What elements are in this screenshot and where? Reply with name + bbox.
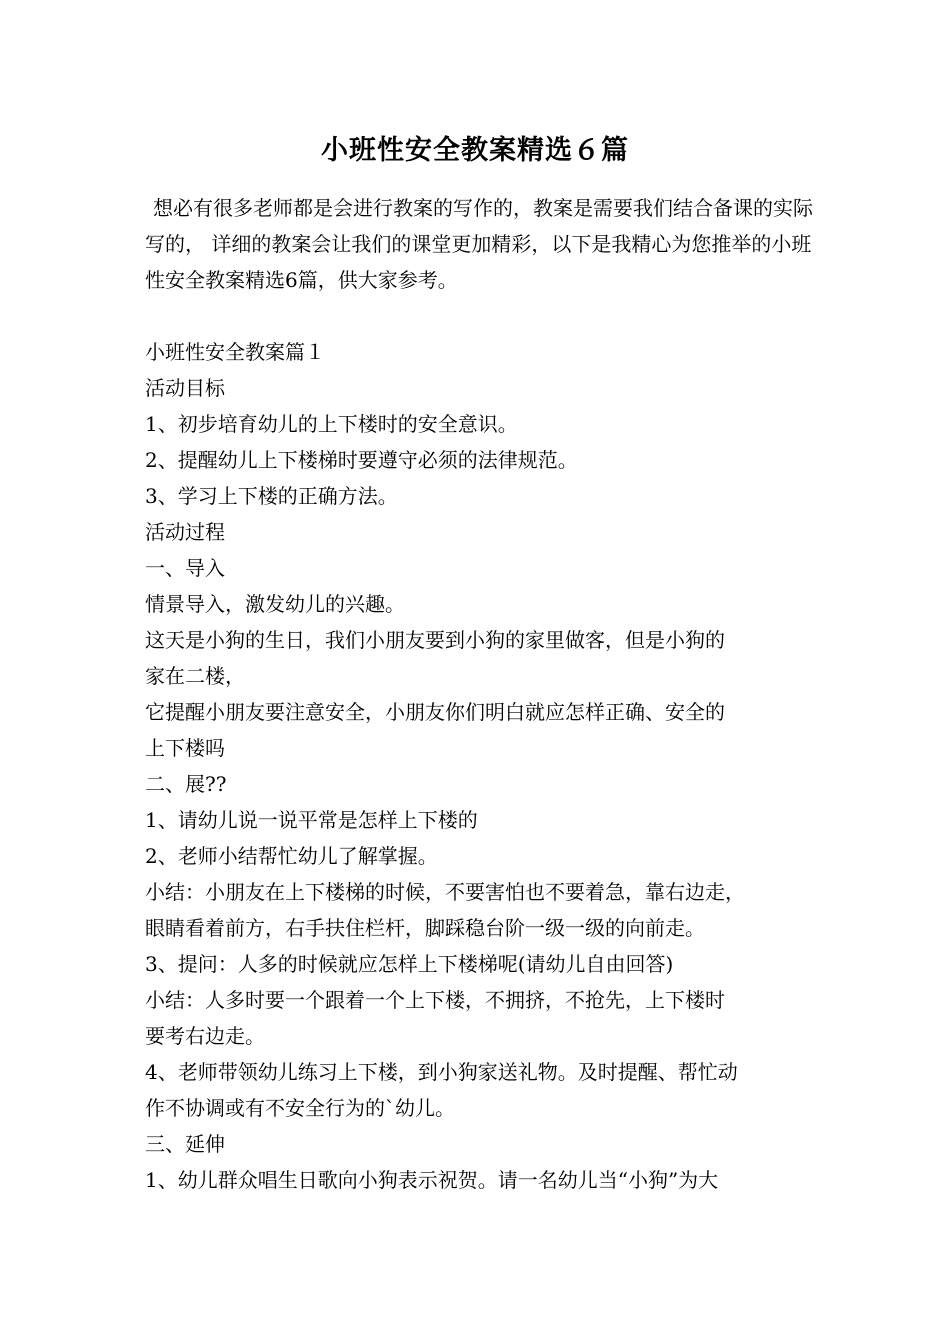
text-line: 4、老师带领幼儿练习上下楼，到小狗家送礼物。及时提醒、帮忙动 <box>145 1060 738 1084</box>
text-line: 小结：小朋友在上下楼梯的时候，不要害怕也不要着急，靠右边走， <box>145 880 745 904</box>
text-line: 要考右边走。 <box>145 1024 265 1048</box>
text-line: 1、幼儿群众唱生日歌向小狗表示祝贺。请一名幼儿当“小狗”为大 <box>145 1168 719 1192</box>
document-title: 小班性安全教案精选６篇 <box>321 135 629 166</box>
text-line: 家在二楼， <box>145 664 245 688</box>
text-line: 1、请幼儿说一说平常是怎样上下楼的 <box>145 808 478 832</box>
intro-paragraph: 想必有很多老师都是会进行教案的写作的，教案是需要我们结合备课的实际写的， 详细的教案会让我们的课堂更加精彩，以下是我精心为您推举的小班性安全教案精选6篇，供大家参考。 <box>145 196 813 292</box>
text-line: 1、初步培育幼儿的上下楼时的安全意识。 <box>145 412 518 436</box>
subheading: 一、导入 <box>145 556 225 580</box>
section-heading: 小班性安全教案篇１ <box>145 340 325 364</box>
text-line: 2、提醒幼儿上下楼梯时要遵守必须的法律规范。 <box>145 448 578 472</box>
content-lines <box>145 334 825 1198</box>
text-line: 眼睛看着前方，右手扶住栏杆，脚踩稳台阶一级一级的向前走。 <box>145 916 705 940</box>
subheading: 二、展?? <box>145 772 227 796</box>
text-line: 它提醒小朋友要注意安全，小朋友你们明白就应怎样正确、安全的 <box>145 700 725 724</box>
text-line: 作不协调或有不安全行为的`幼儿。 <box>145 1096 455 1120</box>
text-line: 上下楼吗 <box>145 736 225 760</box>
document-body <box>145 190 825 1198</box>
text-line: 情景导入，激发幼儿的兴趣。 <box>145 592 405 616</box>
text-line: 3、学习上下楼的正确方法。 <box>145 484 398 508</box>
subheading: 活动过程 <box>145 520 225 544</box>
text-line: 2、老师小结帮忙幼儿了解掌握。 <box>145 844 438 868</box>
subheading: 三、延伸 <box>145 1132 225 1156</box>
text-line: 小结：人多时要一个跟着一个上下楼，不拥挤，不抢先，上下楼时 <box>145 988 725 1012</box>
subheading: 活动目标 <box>145 376 225 400</box>
text-line: 这天是小狗的生日，我们小朋友要到小狗的家里做客，但是小狗的 <box>145 628 725 652</box>
text-line: 3、提问：人多的时候就应怎样上下楼梯呢(请幼儿自由回答) <box>145 952 674 976</box>
